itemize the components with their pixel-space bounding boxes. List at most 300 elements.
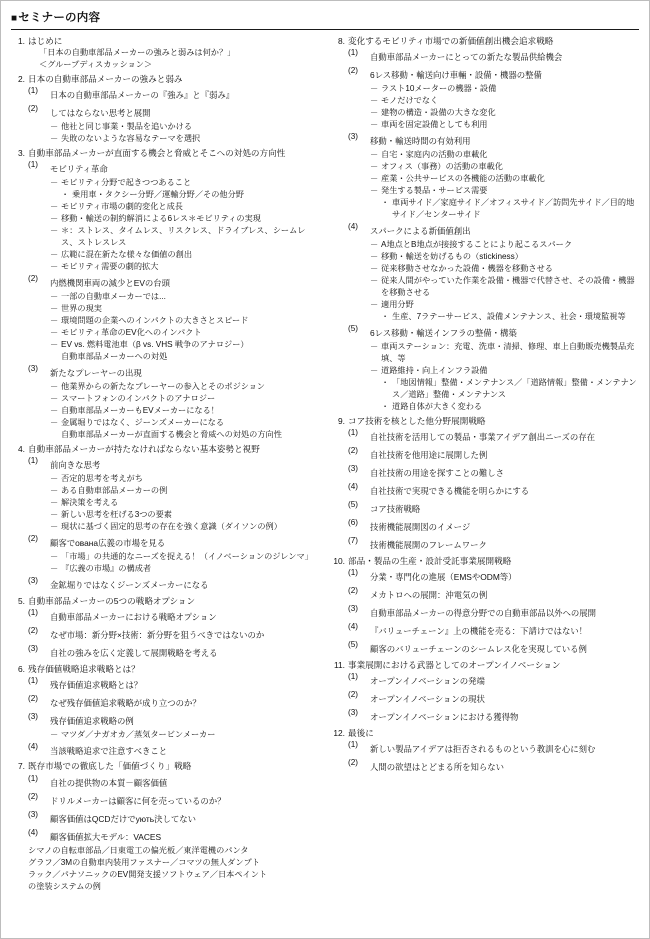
outline-level3-item [50,351,319,363]
outline-level2-number: (4) [348,222,359,232]
outline-level3-item [370,299,639,323]
outline-level3-item [50,729,319,741]
outline-level2-item [28,103,319,145]
outline-level2-number: (3) [348,604,359,614]
outline-level1-number: 8. [338,36,345,46]
bullet-icon: － [50,202,59,212]
bullet-icon: － [50,394,59,404]
outline-level3-item [50,133,319,145]
outline-tail-line: ラック／パナソニックのEV開発支援ソフトウェア／日本ペイント [28,869,268,879]
outline-level3-text: 他業界からの新たなプレーヤーの参入とそのポジション [61,382,265,392]
outline-level3-text: 否定的思考を考えがち [61,474,143,484]
outline-level3-text: ラスト10メーターの機器・設備 [381,84,497,94]
outline-level3-item [28,59,319,71]
outline-level2-number: (1) [348,48,359,58]
outline-level3-text: 従来人間がやっていた作業を設備・機器で代替させ、その設備・機器を移動させる [381,276,635,298]
outline-level2-item [348,445,639,463]
outline-tail-line: グラフ／3Mの自動車内装用ファスナー／コマツの無人ダンプト [28,857,260,867]
outline-level3-text: 金属堀りではなく、ジーンズメーカーになる [61,418,225,428]
outline-level2-text: 自社の提供物の本質－顧客価値 [50,777,168,788]
outline-level4-text: 道路自体が大きく変わる [392,402,483,412]
bullet-icon: － [50,382,59,392]
bullet-icon: ・ [381,402,390,412]
outline-level3-item [50,213,319,225]
outline-level2-number: (2) [28,693,39,703]
outline-level3-list [50,473,319,533]
outline-level2-item [348,603,639,621]
outline-level2-item [348,689,639,707]
bullet-icon: － [50,486,59,496]
outline-level3-item [50,249,319,261]
outline-level2-text: オープンイノベーションの発端 [370,676,485,687]
outline-level2-text: コア技術戦略 [370,504,421,515]
outline-level2-number: (6) [348,518,359,528]
bullet-icon: － [50,729,59,739]
outline-level2-number: (3) [28,644,39,654]
outline-level2-text: 自社技術を他用途に展開した例 [370,450,488,461]
outline-level3-item [50,417,319,429]
outline-level2-item [348,567,639,585]
outline-level2-text: モビリティ革命 [50,164,108,175]
outline-level2-number: (4) [348,482,359,492]
outline-level2-item [348,535,639,553]
outline-level2-item [348,65,639,131]
outline-level3-text: ＜グループディスカッション＞ [39,60,153,70]
outline-level2-item [28,85,319,103]
outline-level3-item [370,119,639,131]
outline-level3-item [50,563,319,575]
outline-level2-number: (3) [348,132,359,142]
outline-level2-number: (7) [348,536,359,546]
outline-level2-number: (2) [348,446,359,456]
outline-level3-item [50,315,319,327]
outline-level2-text: オープンイノベーションの現状 [370,694,485,705]
outline-level2-text: 技術機能展開のフレームワーク [370,540,487,551]
outline-level2-item [348,481,639,499]
bullet-icon: － [370,186,379,196]
outline-level2-item [348,221,639,323]
outline-level2-item [348,323,639,413]
outline-level3-item [370,365,639,413]
outline-level3-text: モノだけでなく [381,96,439,106]
bullet-icon: － [50,340,59,350]
outline-level3-item [370,275,639,299]
outline-level2-number: (2) [28,104,39,114]
outline-level4-text: 「地図情報」整備・メンテナンス／「道路情報」整備・メンテナンス／道路」整備・メンテナンス [392,378,637,400]
outline-level2-number: (3) [28,576,39,586]
outline-level2-list [348,567,639,657]
outline-level3-text: 道路維持・向上インフラ設備 [381,366,488,376]
outline-level3-list [50,291,319,363]
left-column [9,35,319,894]
bullet-icon: － [370,120,379,130]
outline-level2-number: (3) [348,464,359,474]
outline-level3-list [50,729,319,741]
outline-level3-text: 広範に混在新たな様々な価値の創出 [61,250,193,260]
outline-level3-list [370,239,639,323]
outline-level2-text: メカトロへの展開：沖電気の例 [370,590,488,601]
outline-level2-item [28,363,319,441]
outline-level3-item [370,239,639,251]
outline-level3-item [50,381,319,393]
outline-level1-number: 2. [18,73,25,84]
outline-level4-item [381,377,639,401]
outline-level2-number: (3) [28,364,39,374]
outline-level2-item [28,675,319,693]
outline-level1-item [9,663,319,759]
outline-level4-text: 車両サイド／家庭サイド／オフィスサイド／訪問先サイド／目的地サイド／センターサイド [392,198,635,220]
bullet-icon: － [50,552,59,562]
outline-level2-number: (1) [348,568,359,578]
bullet-icon: － [370,366,379,376]
outline-level3-item [50,291,319,303]
outline-level2-item [348,585,639,603]
outline-level2-text: 自動車部品メーカーにおける戦略オプション [50,612,217,623]
outline-level2-number: (1) [28,86,39,96]
outline-level4-item [381,401,639,413]
outline-level2-item [28,791,319,809]
bullet-icon: － [370,96,379,106]
outline-level1-text: 日本の自動車部品メーカーの強みと弱み [28,73,183,84]
outline-level2-item [28,607,319,625]
bullet-icon: － [50,522,59,532]
outline-level2-item [348,131,639,221]
outline-level2-number: (3) [28,809,39,819]
outline-level3-text: スマートフォンのインパクトのアナロジー [61,394,216,404]
outline-level3-text: 移動・輸送を妨げるもの（stickiness） [381,252,523,262]
outline-level3-item [50,121,319,133]
outline-level2-list [348,47,639,413]
right-outline-list [329,35,639,775]
outline-level1-item [329,35,639,413]
bullet-icon: － [50,406,59,416]
outline-level2-item [348,671,639,689]
outline-level2-text: 分業・専門化の進展（EMSやODM等） [370,572,517,583]
outline-level3-text: 自動車部品メーカーが直面する機会と脅威への対処の方向性 [61,430,282,440]
outline-level2-number: (5) [348,640,359,650]
outline-level2-item [28,273,319,363]
page-title [1,1,649,27]
outline-level1-text: 残存価値戦略追求戦略とは？ [28,663,140,674]
outline-level2-number: (4) [348,622,359,632]
outline-level1-number: 3. [18,147,25,158]
outline-level3-text: 世界の現実 [61,304,102,314]
bullet-icon: － [50,250,59,260]
outline-level2-item [348,517,639,535]
outline-level3-item [50,521,319,533]
outline-level2-item [28,643,319,661]
outline-level3-text: モビリティ市場の劇的変化と成長 [61,202,183,212]
outline-level1-number: 5. [18,595,25,606]
outline-level3-list [370,83,639,131]
bullet-icon: － [50,510,59,520]
bullet-icon: － [50,214,59,224]
outline-level4-list [381,197,639,221]
outline-level3-item [28,47,319,59]
outline-level1-item [9,595,319,661]
bullet-icon: － [50,122,59,132]
outline-level2-number: (4) [28,827,39,837]
outline-level2-text: ドリルメーカーは顧客に何を売っているのか？ [50,795,226,806]
outline-level3-text: 環境問題の企業へのインパクトの大きさとスピード [61,316,249,326]
outline-level2-number: (1) [348,428,359,438]
outline-level1-item [9,147,319,441]
outline-level2-number: (2) [28,791,39,801]
outline-level3-text: 産業・公共サービスの各機能の活動の車載化 [381,174,545,184]
outline-level4-item [61,189,319,201]
outline-level1-item [329,727,639,775]
outline-level3-text: マツダ／ナガオカ／蒸気タービンメーカー [61,729,216,739]
bullet-icon: － [370,84,379,94]
bullet-icon: － [370,240,379,250]
outline-level4-text: 乗用車・タクシー分野／運輸分野／その他分野 [72,190,244,200]
outline-level2-text: 残存価値追求戦略の例 [50,715,134,726]
outline-level2-number: (2) [348,690,359,700]
outline-level2-number: (1) [28,773,39,783]
bullet-icon: － [370,252,379,262]
bullet-icon: － [50,498,59,508]
outline-level2-item [28,827,319,845]
outline-level1-text: 自動車部品メーカーが直面する機会と脅威とそこへの対処の方向性 [28,147,286,158]
outline-level3-text: 『広義の市場』の構成者 [61,564,152,574]
outline-level3-list [370,341,639,413]
outline-level3-text: モビリティ革命のEV化へのインパクト [61,328,202,338]
outline-level3-item [50,303,319,315]
outline-level1-number: 10. [333,555,345,566]
bullet-icon: ・ [381,312,390,322]
outline-tail-block [28,845,319,893]
outline-level3-text: 解決策を考える [61,498,119,508]
outline-level2-item [348,639,639,657]
bullet-icon: － [50,292,59,302]
outline-level3-item [370,263,639,275]
outline-level3-item [370,341,639,365]
outline-level2-text: 日本の自動車部品メーカーの『強み』と『弱み』 [50,90,235,101]
outline-level2-number: (1) [28,675,39,685]
outline-level2-number: (2) [28,274,39,284]
outline-level2-item [28,741,319,759]
outline-level2-item [348,707,639,725]
outline-level3-text: 現状に基づく固定的思考の存在を強く意識（ダイソンの例） [61,522,282,532]
outline-level2-text: 自動車部品メーカーの得意分野での自動車部品以外への展開 [370,608,596,619]
outline-level1-item [9,73,319,145]
outline-level3-text: 自動車部品メーカーへの対処 [61,352,168,362]
outline-level3-text: 発生する製品・サービス需要 [381,186,488,196]
outline-level1-item [329,659,639,725]
outline-level3-text: 従来移動させなかった設備・機器を移動させる [381,264,553,274]
outline-level2-text: 自動車部品メーカーにとっての新たな製品供給機会 [370,52,563,63]
outline-level3-item [50,405,319,417]
outline-level4-list [61,189,319,201]
outline-level3-text: 一部の自動車メーカーでは... [61,292,166,302]
outline-level3-text: A地点とB地点が接接することにより起こるスパーク [381,240,573,250]
outline-level2-list [28,675,319,759]
outline-level2-text: 自社の強みを広く定義して展開戦略を考える [50,648,218,659]
outline-level3-item [50,225,319,249]
outline-level1-number: 12. [333,727,345,738]
bullet-icon: ・ [381,378,390,388]
outline-level3-text: 失敗のないような容易なテーマを選択 [61,134,201,144]
outline-level1-text: 部品・製品の生産・設計受託事業展開戦略 [348,555,512,566]
outline-level3-text: 車両ステーション：充電、洗車・清掃、修理、車上自動販売機製品充填、等 [381,342,635,364]
outline-level3-item [50,497,319,509]
bullet-icon: － [50,304,59,314]
outline-level2-item [348,427,639,445]
outline-level1-item [9,760,319,892]
outline-level3-text: 「日本の自動車部品メーカーの強みと弱みは何か？」 [39,48,236,58]
bullet-icon: － [370,276,379,286]
outline-level2-item [348,499,639,517]
outline-level2-number: (5) [348,324,359,334]
outline-level2-number: (5) [348,500,359,510]
outline-level3-item [50,261,319,273]
outline-level3-item [50,551,319,563]
outline-level1-item [329,555,639,657]
outline-level1-text: 事業展開における武器としてのオープンイノベーション [348,659,561,670]
outline-level2-text: 技術機能展開図のイメージ [370,522,471,533]
outline-level3-text: 「市場」の共通的なニーズを捉える！（イノベーションのジレンマ」 [61,552,313,562]
outline-level2-text: 顧客でована広義の市場を見る [50,538,166,549]
bullet-icon: － [50,134,59,144]
outline-level2-item [28,693,319,711]
bullet-icon: － [50,328,59,338]
outline-level2-item [28,533,319,575]
bullet-icon: ・ [61,190,70,200]
outline-level1-number: 1. [18,36,25,46]
outline-level2-list [28,455,319,593]
outline-level1-item [9,443,319,593]
outline-level2-text: 顧客価値拡大モデル：VACES [50,831,162,842]
outline-level2-number: (2) [348,758,359,768]
outline-level4-list [381,377,639,413]
outline-level3-list [50,177,319,273]
outline-level2-number: (2) [28,534,39,544]
bullet-icon: － [50,262,59,272]
outline-level1-number: 9. [338,415,345,426]
outline-level3-text: ＊：ストレス、タイムレス、リスクレス、ドライブレス、シームレス、ストレスレス [61,226,306,248]
outline-level2-list [28,159,319,441]
outline-level3-text: 自動車部品メーカーもEVメーカーになる！ [61,406,219,416]
outline-level2-number: (3) [28,711,39,721]
outline-level2-number: (4) [28,741,39,751]
outline-level1-item [329,415,639,553]
outline-level3-list [28,47,319,71]
outline-level2-item [28,625,319,643]
outline-level3-item [370,95,639,107]
outline-level3-text: モビリティ需要の劇的拡大 [61,262,159,272]
outline-level2-text: 残存価値追求戦略とは？ [50,679,143,690]
right-column [329,35,639,894]
bullet-icon: － [370,108,379,118]
outline-level1-number: 7. [18,761,25,772]
outline-level1-text: コア技術を核とした他分野展開戦略 [348,415,486,426]
outline-level2-text: 自社技術を活用しての製品・事業アイデア創出ニーズの存在 [370,432,595,443]
outline-level2-text: 内燃機関車両の減少とEVの台頭 [50,278,171,289]
outline-level2-number: (2) [348,66,359,76]
outline-level3-text: オフィス（事務）の活動の車載化 [381,162,503,172]
outline-level2-item [348,47,639,65]
outline-level3-text: 適用分野 [381,300,414,310]
outline-level3-list [50,121,319,145]
outline-level2-text: 人間の欲望はとどまる所を知らない [370,762,504,773]
outline-level3-item [50,393,319,405]
outline-level3-text: 他社と同じ事業・製品を追いかける [61,122,193,132]
outline-level3-item [370,83,639,95]
outline-level2-text: してはならない思考と展開 [50,108,151,119]
outline-level2-list [28,773,319,845]
title-text: セミナーの内容 [18,12,101,24]
outline-level2-item [348,621,639,639]
outline-level3-item [50,509,319,521]
outline-level2-text: 前向きな思考 [50,460,101,471]
outline-level2-item [348,739,639,757]
outline-level2-list [348,739,639,775]
outline-level3-text: 建物の構造・設備の大きな変化 [381,108,496,118]
outline-level1-item [9,35,319,71]
left-outline-list [9,35,319,893]
outline-level2-text: 『バリューチェーン』上の機能を売る：下請けではない！ [370,626,588,637]
outline-level2-number: (1) [348,672,359,682]
outline-level3-item [370,251,639,263]
outline-level2-item [348,463,639,481]
outline-level3-text: 新しい思考を枉げる3つの要素 [61,510,172,520]
outline-level3-text: 移動・輸送の制約解消による6レス＊モビリティの実現 [61,214,261,224]
outline-level1-number: 6. [18,663,25,674]
outline-level1-text: 自動車部品メーカーが持たなければならない基本姿勢と視野 [28,443,260,454]
outline-level3-text: EV vs. 燃料電池車（β vs. VHS 戦争のアナロジー） [61,340,249,350]
title-marker-icon: ■ [11,13,18,24]
outline-level2-list [28,607,319,661]
bullet-icon: － [50,474,59,484]
outline-level2-item [28,711,319,741]
bullet-icon: － [370,150,379,160]
outline-level3-item [50,177,319,201]
bullet-icon: － [50,178,59,188]
outline-level2-number: (3) [348,708,359,718]
outline-level3-item [50,429,319,441]
outline-level3-item [370,173,639,185]
outline-level1-text: はじめに [28,36,63,46]
outline-level2-text: 自社技術の用途を探すことの難しさ [370,468,504,479]
bullet-icon: － [370,174,379,184]
outline-level3-text: ある自動車部品メーカーの例 [61,486,168,496]
outline-level3-list [370,149,639,221]
outline-level4-item [381,197,639,221]
outline-level4-list [381,311,639,323]
bullet-icon: － [370,264,379,274]
outline-level1-number: 4. [18,443,25,454]
outline-level2-text: 顧客のバリューチェーンのシームレス化を実現している例 [370,644,587,655]
bullet-icon: ・ [381,198,390,208]
bullet-icon: － [50,564,59,574]
outline-level2-text: 6レス移動・輸送向け車輛・設備・機器の整備 [370,70,542,81]
bullet-icon: － [50,316,59,326]
bullet-icon: － [370,162,379,172]
bullet-icon: － [50,226,59,236]
outline-level3-list [50,551,319,575]
outline-level2-list [348,427,639,553]
outline-level2-text: オープンイノベーションにおける獲得物 [370,712,519,723]
outline-level2-number: (2) [28,626,39,636]
outline-level1-text: 変化するモビリティ市場での新価値創出機会追求戦略 [348,36,554,46]
outline-level2-item [348,757,639,775]
outline-level3-text: 自宅・家庭内の活動の車載化 [381,150,488,160]
outline-level4-text: 生産、7ラテーサービス、設備メンテナンス、社会・環境監視等 [392,312,626,322]
outline-level3-item [370,185,639,221]
outline-level3-list [50,381,319,441]
bullet-icon: － [370,300,379,310]
outline-level2-number: (1) [28,456,39,466]
